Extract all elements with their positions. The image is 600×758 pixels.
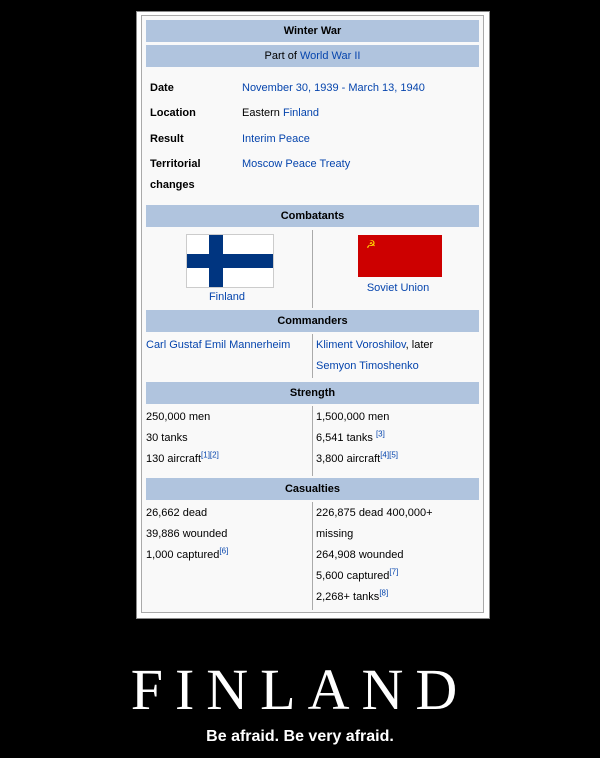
finland-link[interactable]: Finland: [282, 107, 320, 119]
part-of-prefix: Part of: [264, 50, 300, 62]
casualties-header: Casualties: [146, 478, 479, 500]
territorial-label: Territorial: [150, 158, 201, 170]
soviet-commanders: [316, 335, 433, 356]
strength-header: Strength: [146, 382, 479, 404]
strength-finland-tanks: 30 tanks: [146, 432, 188, 444]
strength-finland-aircraft: 130 aircraft[1][2]: [146, 450, 219, 465]
mannerheim-link[interactable]: Carl Gustaf Emil Mannerheim: [146, 339, 291, 351]
soviet-flag-icon[interactable]: [358, 235, 442, 277]
date-link[interactable]: November 30, 1939 - March 13, 1940: [242, 82, 425, 94]
location-prefix: Eastern: [242, 107, 283, 119]
strength-soviet-aircraft: 3,800 aircraft[4][5]: [316, 450, 398, 465]
timoshenko-link[interactable]: Semyon Timoshenko: [316, 360, 419, 372]
part-of-line: [146, 45, 479, 67]
infobox: [141, 15, 484, 613]
casualties-finland-wounded: 39,886 wounded: [146, 528, 228, 540]
commanders-divider: [312, 334, 313, 378]
changes-label: changes: [150, 179, 195, 191]
location-value: [242, 103, 319, 124]
world-war-ii-link[interactable]: World War II: [299, 50, 361, 62]
commanders-header: Commanders: [146, 310, 479, 332]
casualties-soviet-missing: missing: [316, 528, 354, 540]
ref-4-5[interactable]: [4][5]: [380, 450, 398, 460]
later-text: , later: [405, 339, 434, 351]
strength-finland-men: 250,000 men: [146, 411, 211, 423]
strength-divider: [312, 406, 313, 476]
finland-combatant-link[interactable]: Finland: [208, 291, 246, 303]
voroshilov-link[interactable]: Kliment Voroshilov: [316, 339, 406, 351]
casualties-soviet-tanks: 2,268+ tanks[8]: [316, 588, 389, 603]
ref-3[interactable]: [3]: [375, 429, 385, 439]
combatants-header: Combatants: [146, 205, 479, 227]
ref-1-2[interactable]: [1][2]: [201, 450, 219, 460]
hammer-sickle-icon: ☭: [366, 239, 376, 251]
finland-flag-icon[interactable]: [186, 234, 274, 288]
location-label: Location: [150, 107, 196, 119]
casualties-soviet-dead: 226,875 dead 400,000+: [316, 507, 433, 519]
ref-8[interactable]: [8]: [379, 588, 389, 598]
ref-7[interactable]: [7]: [389, 567, 399, 577]
casualties-soviet-captured: 5,600 captured[7]: [316, 567, 399, 582]
poster-tagline: Be afraid. Be very afraid.: [206, 728, 394, 745]
moscow-peace-treaty-link[interactable]: Moscow Peace Treaty: [242, 158, 351, 170]
strength-soviet-men: 1,500,000 men: [316, 411, 390, 423]
casualties-finland-dead: 26,662 dead: [146, 507, 208, 519]
strength-soviet-tanks: 6,541 tanks [3]: [316, 429, 385, 444]
casualties-soviet-wounded: 264,908 wounded: [316, 549, 404, 561]
interim-peace-link[interactable]: Interim Peace: [242, 133, 310, 145]
casualties-divider: [312, 502, 313, 610]
poster-title: FINLAND: [130, 657, 470, 722]
result-label: Result: [150, 133, 184, 145]
poster-frame: [136, 11, 490, 619]
soviet-union-link[interactable]: Soviet Union: [366, 282, 430, 294]
casualties-finland-captured: 1,000 captured[6]: [146, 546, 229, 561]
infobox-title: Winter War: [146, 20, 479, 42]
ref-6[interactable]: [6]: [219, 546, 229, 556]
date-label: Date: [150, 82, 174, 94]
